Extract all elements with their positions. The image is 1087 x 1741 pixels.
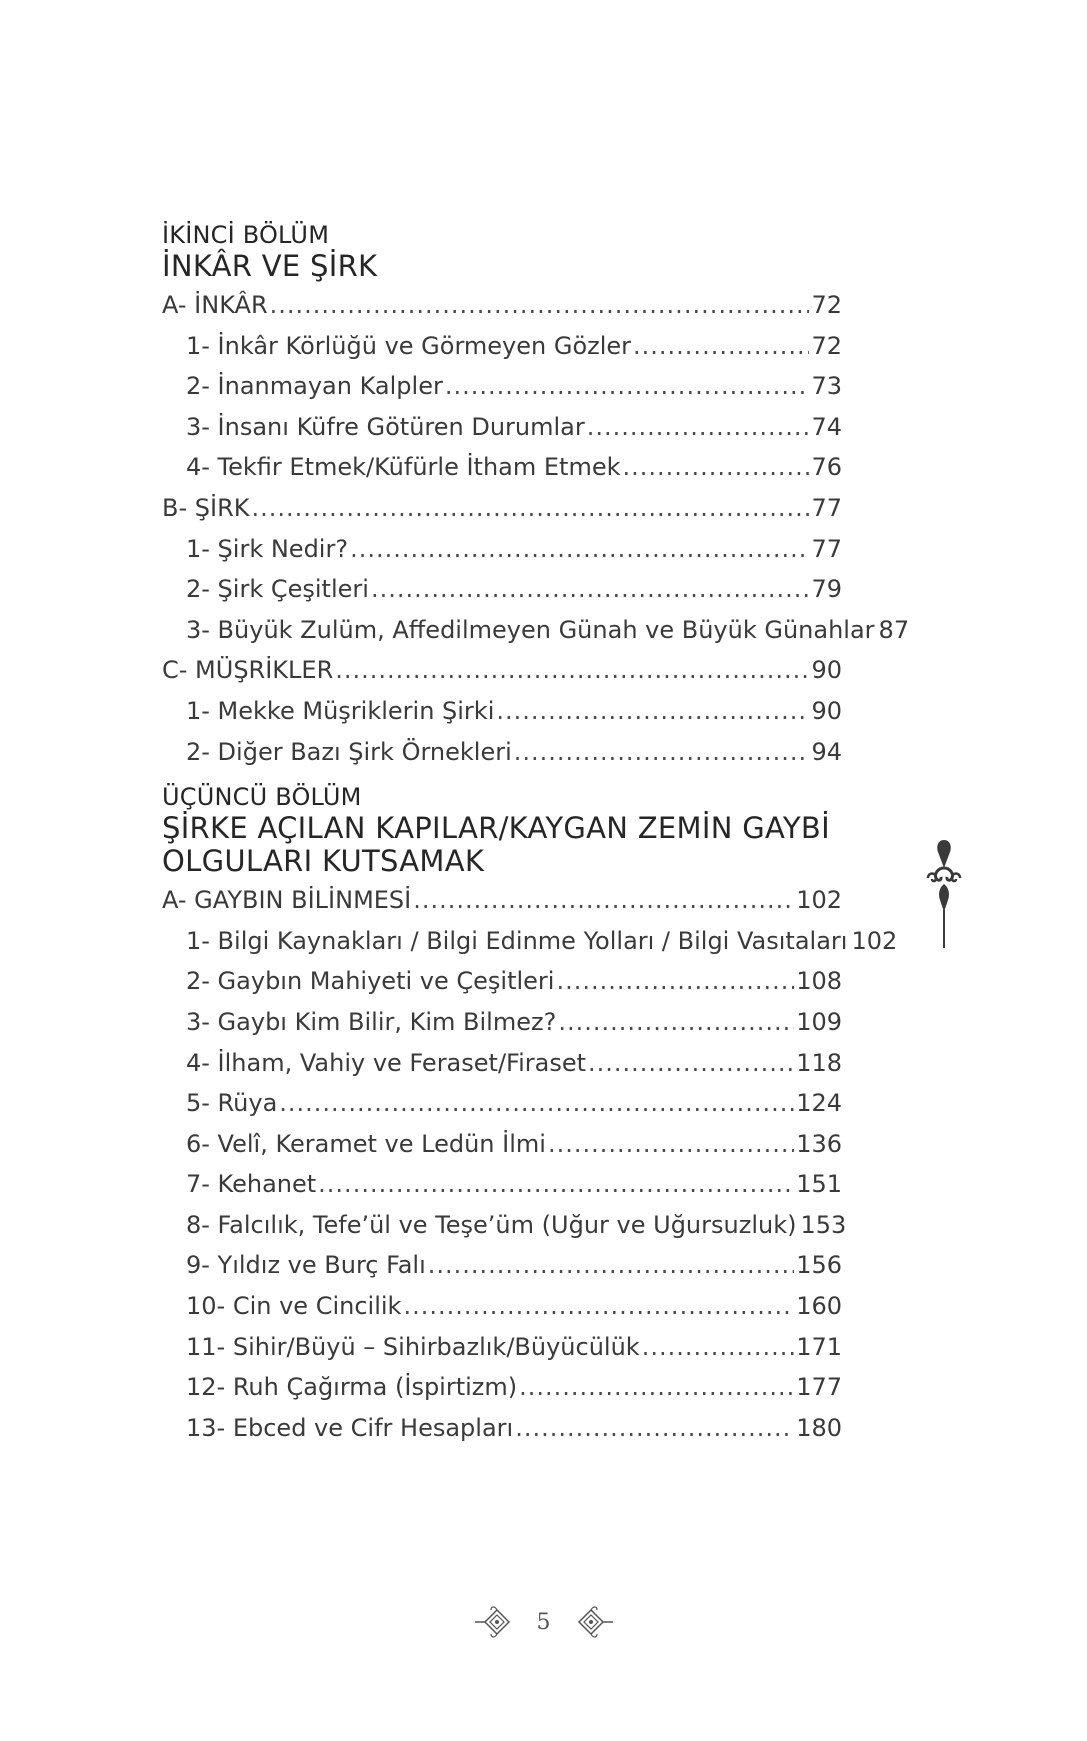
section-title-line-1: ŞİRKE AÇILAN KAPILAR/KAYGAN ZEMİN GAYBİ — [162, 811, 830, 846]
toc-entry-title: A- GAYBIN BİLİNMESİ — [162, 886, 412, 915]
section-2 — [162, 220, 910, 778]
page-footer — [0, 1598, 1087, 1646]
toc-entry — [162, 656, 842, 697]
toc-entry-page: 77 — [811, 493, 842, 522]
toc-entry-title: 3- İnsanı Küfre Götüren Durumlar — [186, 412, 585, 441]
toc-leader-dots — [445, 372, 810, 400]
toc-leader-dots — [428, 1251, 794, 1279]
toc-entry — [162, 372, 842, 413]
toc-entry — [162, 615, 910, 657]
table-of-contents — [162, 220, 910, 1454]
section-label: ÜÇÜNCÜ BÖLÜM — [162, 783, 362, 812]
toc-entry — [162, 1251, 842, 1292]
toc-entry — [162, 697, 842, 738]
toc-entry — [162, 1210, 847, 1252]
toc-entry — [162, 967, 842, 1008]
toc-entry-title: 2- Şirk Çeşitleri — [186, 575, 369, 604]
toc-entry — [162, 1373, 842, 1414]
toc-entry-page: 118 — [796, 1048, 842, 1077]
toc-entry-page: 156 — [796, 1251, 842, 1280]
toc-entry-title: 1- İnkâr Körlüğü ve Görmeyen Gözler — [186, 331, 632, 360]
toc-entry-title: 1- Bilgi Kaynakları / Bilgi Edinme Yolları / Bilgi Vasıtaları — [186, 926, 848, 955]
toc-entry — [162, 1292, 842, 1333]
toc-leader-dots — [350, 535, 809, 563]
toc-leader-dots — [587, 413, 810, 441]
toc-entry-page: 90 — [811, 696, 842, 725]
toc-entry-title: 10- Cin ve Cincilik — [186, 1292, 402, 1321]
toc-entry-page: 102 — [851, 926, 898, 955]
toc-entry-page: 177 — [796, 1373, 842, 1402]
toc-leader-dots — [519, 1373, 794, 1401]
toc-leader-dots — [623, 453, 810, 481]
toc-entry-page: 87 — [878, 615, 910, 644]
toc-list — [162, 291, 910, 778]
toc-leader-dots — [588, 1049, 794, 1077]
toc-entry — [162, 1089, 842, 1130]
toc-entry-page: 171 — [796, 1332, 842, 1361]
section-title: İNKÂR VE ŞİRK — [162, 249, 378, 283]
toc-leader-dots — [318, 1170, 794, 1198]
toc-entry-title: 2- İnanmayan Kalpler — [186, 372, 443, 401]
toc-leader-dots — [403, 1292, 794, 1320]
page-number: 5 — [536, 1609, 551, 1635]
toc-entry — [162, 1333, 842, 1374]
toc-entry-page: 160 — [796, 1292, 842, 1321]
toc-entry — [162, 1008, 842, 1049]
toc-entry-page: 151 — [796, 1170, 842, 1199]
toc-entry-page: 73 — [811, 372, 842, 401]
toc-entry-title: 1- Mekke Müşriklerin Şirki — [186, 696, 495, 725]
toc-entry-page: 153 — [800, 1210, 847, 1239]
toc-entry-page: 109 — [796, 1007, 842, 1036]
toc-entry — [162, 1130, 842, 1171]
toc-leader-dots — [270, 291, 810, 319]
toc-entry-page: 74 — [811, 412, 842, 441]
toc-entry-title: B- ŞİRK — [162, 493, 250, 522]
toc-entry — [162, 926, 898, 968]
toc-entry-title: 5- Rüya — [186, 1089, 278, 1118]
toc-leader-dots — [558, 1008, 794, 1036]
toc-leader-dots — [279, 1089, 794, 1117]
toc-entry-page: 72 — [811, 331, 842, 360]
toc-entry-title: 13- Ebced ve Cifr Hesapları — [186, 1413, 514, 1442]
toc-leader-dots — [251, 494, 809, 522]
footer-ornament-right-icon — [573, 1602, 613, 1642]
toc-entry-title: 3- Büyük Zulüm, Affedilmeyen Günah ve Büyük Günahlar — [186, 615, 875, 644]
toc-entry — [162, 1170, 842, 1211]
side-ornament-icon — [924, 838, 964, 950]
toc-entry — [162, 413, 842, 454]
toc-leader-dots — [633, 332, 809, 360]
toc-leader-dots — [556, 967, 794, 995]
toc-entry-page: 180 — [796, 1413, 842, 1442]
toc-entry-page: 102 — [796, 886, 842, 915]
toc-entry-title: 3- Gaybı Kim Bilir, Kim Bilmez? — [186, 1007, 557, 1036]
toc-entry — [162, 494, 842, 535]
toc-entry — [162, 1414, 842, 1455]
toc-list — [162, 886, 898, 1454]
toc-entry-title: 9- Yıldız ve Burç Falı — [186, 1251, 426, 1280]
toc-entry — [162, 291, 842, 332]
toc-entry — [162, 1049, 842, 1090]
toc-entry — [162, 453, 842, 494]
toc-entry-title: C- MÜŞRİKLER — [162, 656, 334, 685]
toc-entry — [162, 332, 842, 373]
section-title — [162, 812, 842, 878]
toc-leader-dots — [514, 738, 810, 766]
toc-entry — [162, 535, 842, 576]
toc-entry — [162, 575, 842, 616]
toc-entry-title: 2- Gaybın Mahiyeti ve Çeşitleri — [186, 967, 555, 996]
toc-entry-page: 136 — [796, 1129, 842, 1158]
toc-entry-title: A- İNKÂR — [162, 291, 268, 319]
toc-entry-title: 12- Ruh Çağırma (İspirtizm) — [186, 1373, 518, 1402]
toc-leader-dots — [335, 656, 809, 684]
section-label: İKİNCİ BÖLÜM — [162, 221, 330, 249]
toc-entry-page: 108 — [796, 967, 842, 996]
toc-entry-page: 94 — [811, 737, 842, 766]
toc-entry-page: 76 — [811, 453, 842, 482]
toc-entry — [162, 886, 842, 927]
toc-leader-dots — [515, 1414, 794, 1442]
toc-entry-title: 1- Şirk Nedir? — [186, 534, 349, 563]
toc-entry-page: 124 — [796, 1089, 842, 1118]
section-title-line-2: OLGULARI KUTSAMAK — [162, 844, 485, 879]
toc-entry-title: 6- Velî, Keramet ve Ledün İlmi — [186, 1129, 546, 1158]
toc-leader-dots — [496, 697, 809, 725]
toc-leader-dots — [413, 886, 794, 914]
toc-leader-dots — [642, 1333, 794, 1361]
toc-entry-title: 2- Diğer Bazı Şirk Örnekleri — [186, 737, 512, 766]
toc-entry-page: 79 — [811, 575, 842, 604]
toc-entry-title: 4- Tekfir Etmek/Küfürle İtham Etmek — [186, 453, 621, 482]
toc-entry-page: 77 — [811, 534, 842, 563]
footer-ornament-left-icon — [475, 1602, 515, 1642]
toc-entry — [162, 738, 842, 779]
toc-entry-title: 8- Falcılık, Tefe’ül ve Teşe’üm (Uğur ve Uğursuzluk) — [186, 1210, 797, 1239]
toc-entry-page: 72 — [811, 291, 842, 319]
section-3 — [162, 782, 898, 1454]
toc-leader-dots — [371, 575, 810, 603]
toc-entry-title: 11- Sihir/Büyü – Sihirbazlık/Büyücülük — [186, 1332, 640, 1361]
toc-leader-dots — [548, 1130, 794, 1158]
toc-entry-page: 90 — [811, 656, 842, 685]
toc-entry-title: 7- Kehanet — [186, 1170, 317, 1199]
toc-entry-title: 4- İlham, Vahiy ve Feraset/Firaset — [186, 1048, 587, 1077]
